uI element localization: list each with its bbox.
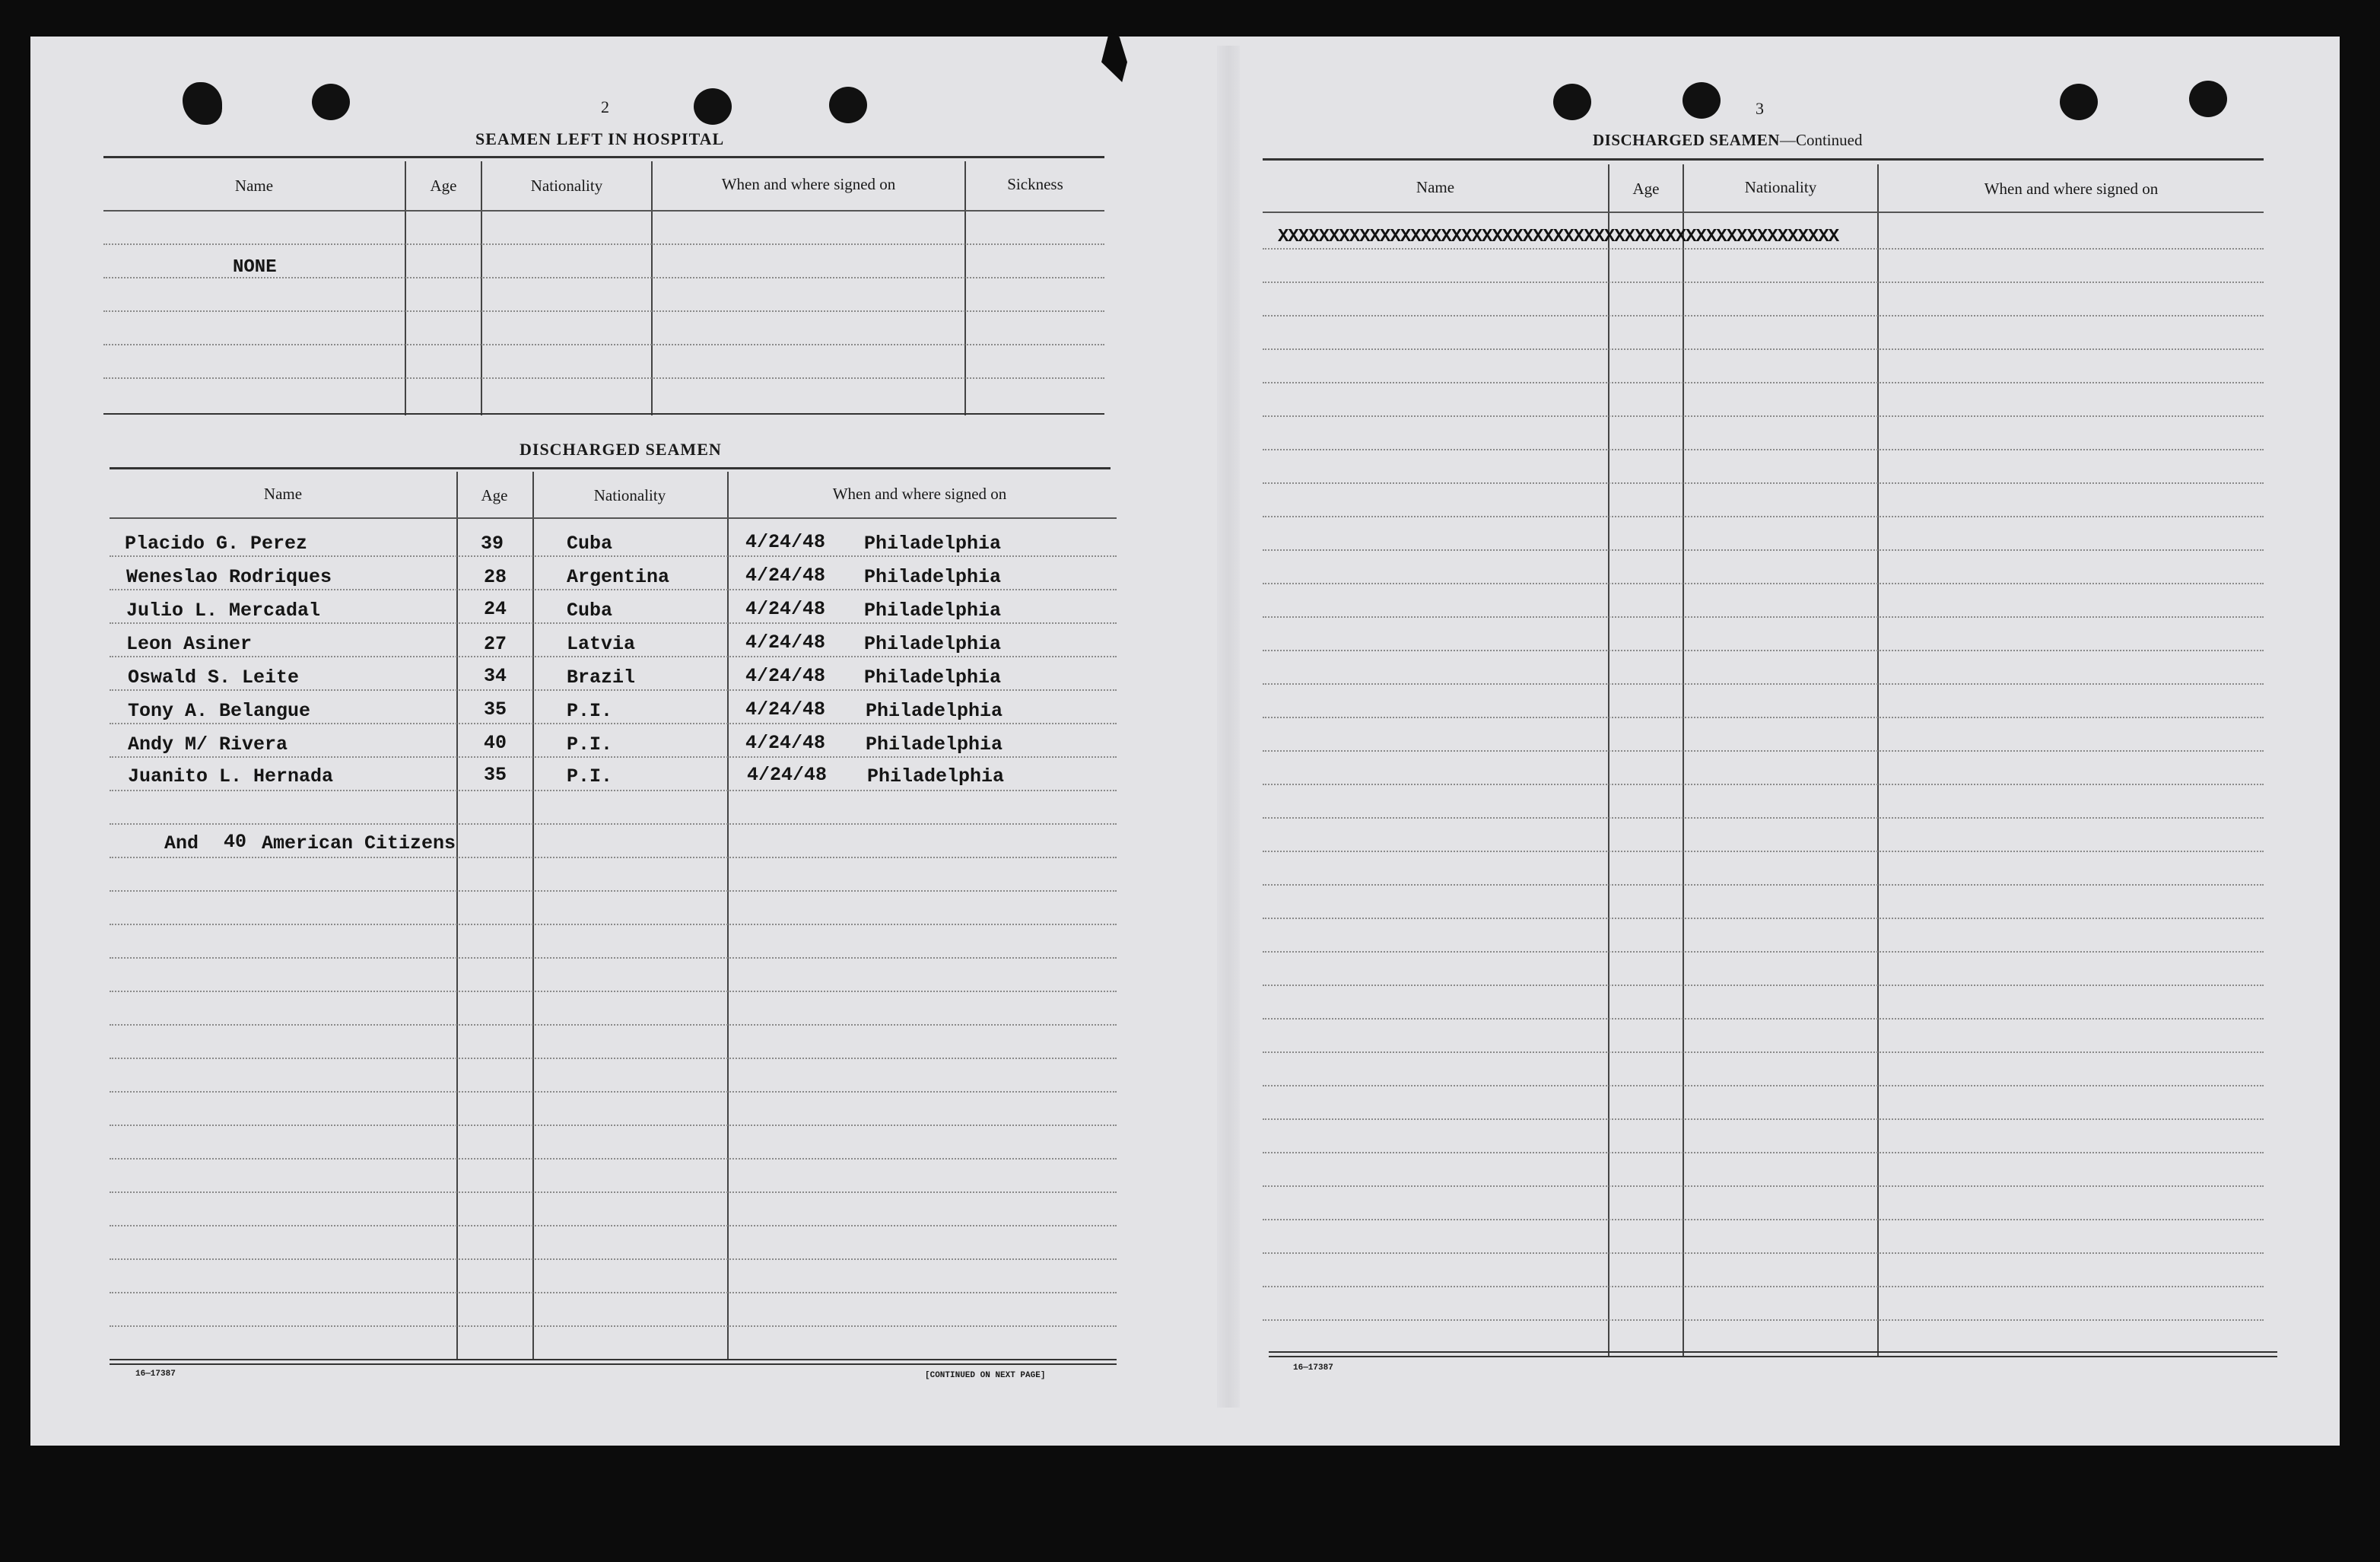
punch-hole bbox=[694, 88, 732, 125]
seaman-signed-date: 4/24/48 bbox=[747, 764, 828, 786]
ruled-line bbox=[110, 1325, 1117, 1327]
ruled-line bbox=[110, 622, 1117, 624]
seaman-name: Oswald S. Leite bbox=[128, 666, 300, 689]
page-fold bbox=[1217, 46, 1240, 1408]
citizens-note-prefix: And bbox=[164, 832, 199, 854]
hospital-section-title: SEAMEN LEFT IN HOSPITAL bbox=[475, 129, 725, 148]
seaman-age: 35 bbox=[484, 764, 507, 786]
ruled-line bbox=[110, 589, 1117, 590]
ruled-line bbox=[1263, 750, 2264, 752]
ruled-line bbox=[1263, 516, 2264, 517]
seaman-signed-date: 4/24/48 bbox=[745, 598, 826, 620]
punch-hole bbox=[829, 87, 867, 123]
ruled-line bbox=[1263, 1219, 2264, 1220]
seaman-nationality: Cuba bbox=[567, 600, 613, 622]
ruled-line bbox=[1263, 1185, 2264, 1187]
seaman-age: 24 bbox=[484, 598, 507, 620]
citizens-note-suffix: American Citizens bbox=[262, 832, 456, 854]
seaman-name: Weneslao Rodriques bbox=[126, 566, 332, 588]
ruled-line bbox=[1263, 985, 2264, 986]
citizens-note-count: 40 bbox=[224, 831, 247, 853]
seaman-signed-date: 4/24/48 bbox=[745, 531, 826, 553]
ruled-line bbox=[1263, 951, 2264, 953]
hospital-row-line bbox=[103, 377, 1104, 379]
seaman-age: 40 bbox=[484, 732, 507, 754]
ruled-line bbox=[110, 1191, 1117, 1193]
seaman-age: 35 bbox=[484, 698, 507, 721]
page-number: 2 bbox=[601, 97, 609, 116]
seaman-name: Julio L. Mercadal bbox=[126, 600, 321, 622]
punch-hole bbox=[1553, 84, 1591, 120]
right-top-rule bbox=[1263, 158, 2264, 161]
ruled-line bbox=[110, 1225, 1117, 1226]
hospital-bottom-rule bbox=[103, 413, 1104, 415]
ruled-line bbox=[110, 790, 1117, 791]
seaman-signed-place: Philadelphia bbox=[864, 566, 1002, 588]
ruled-line bbox=[110, 1158, 1117, 1160]
discharged-col-signed-on: When and where signed on bbox=[832, 485, 1007, 503]
ruled-line bbox=[1263, 1051, 2264, 1053]
punch-hole bbox=[2060, 84, 2098, 120]
ruled-line bbox=[110, 1125, 1117, 1126]
hospital-row-line bbox=[103, 310, 1104, 312]
ruled-line bbox=[1263, 784, 2264, 785]
ruled-line bbox=[110, 857, 1117, 858]
ruled-line bbox=[1263, 1085, 2264, 1086]
seaman-age: 27 bbox=[484, 633, 507, 655]
seaman-name: Juanito L. Hernada bbox=[128, 765, 334, 787]
seaman-age: 39 bbox=[481, 533, 504, 555]
discharged-top-rule bbox=[110, 467, 1111, 469]
ruled-line bbox=[1263, 1152, 2264, 1153]
ruled-line bbox=[1263, 717, 2264, 718]
ruled-line bbox=[1263, 1252, 2264, 1254]
discharged-continued-title bbox=[1593, 131, 1862, 150]
seaman-signed-date: 4/24/48 bbox=[745, 665, 826, 687]
hospital-row-line bbox=[103, 243, 1104, 245]
ruled-line bbox=[1263, 415, 2264, 417]
ruled-line bbox=[1263, 449, 2264, 450]
right-col-signed-on: When and where signed on bbox=[1984, 180, 2159, 198]
seaman-signed-place: Philadelphia bbox=[864, 533, 1002, 555]
ruled-line bbox=[110, 1292, 1117, 1293]
ruled-line bbox=[1263, 482, 2264, 484]
seaman-nationality: Argentina bbox=[567, 566, 670, 588]
struck-out-entry: XXXXXXXXXXXXXXXXXXXXXXXXXXXXXXXXXXXXXXXXXXXXXXXXXXXXXXX bbox=[1278, 227, 1839, 247]
ruled-line bbox=[110, 555, 1117, 557]
seaman-name: Tony A. Belangue bbox=[128, 700, 311, 722]
discharged-col-name: Name bbox=[263, 485, 303, 503]
ruled-line bbox=[110, 924, 1117, 925]
ruled-line bbox=[1263, 650, 2264, 651]
ruled-line bbox=[1263, 884, 2264, 886]
form-number: 16—17387 bbox=[135, 1370, 176, 1379]
hospital-col-nationality: Nationality bbox=[530, 177, 603, 195]
seaman-signed-date: 4/24/48 bbox=[745, 565, 826, 587]
discharged-section-title: DISCHARGED SEAMEN bbox=[520, 440, 722, 459]
ruled-line bbox=[110, 1058, 1117, 1059]
punch-hole bbox=[1683, 82, 1721, 119]
ruled-line bbox=[110, 890, 1117, 892]
ruled-line bbox=[110, 656, 1117, 657]
ruled-line bbox=[110, 723, 1117, 724]
right-divider bbox=[1683, 164, 1684, 1356]
discharged-bottom-rule-2 bbox=[110, 1363, 1117, 1365]
title-continued: —Continued bbox=[1779, 131, 1863, 149]
right-bottom-rule-2 bbox=[1269, 1356, 2277, 1357]
form-number: 16—17387 bbox=[1293, 1363, 1333, 1373]
continued-note: [CONTINUED ON NEXT PAGE] bbox=[925, 1371, 1046, 1380]
right-col-nationality: Nationality bbox=[1744, 178, 1817, 196]
ruled-line bbox=[110, 957, 1117, 959]
hospital-entry-none: NONE bbox=[233, 257, 277, 278]
right-bottom-rule bbox=[1269, 1351, 2277, 1353]
discharged-bottom-rule bbox=[110, 1359, 1117, 1360]
ruled-line bbox=[1263, 315, 2264, 317]
page-number: 3 bbox=[1756, 99, 1764, 118]
ruled-line bbox=[1263, 583, 2264, 584]
ruled-line bbox=[1263, 382, 2264, 383]
discharged-divider bbox=[456, 472, 458, 1360]
ruled-line bbox=[1263, 683, 2264, 685]
discharged-col-nationality: Nationality bbox=[593, 486, 666, 504]
seaman-signed-date: 4/24/48 bbox=[745, 631, 826, 654]
ruled-line bbox=[1263, 918, 2264, 919]
ruled-line bbox=[1263, 616, 2264, 618]
ruled-line bbox=[1263, 282, 2264, 283]
seaman-nationality: Cuba bbox=[567, 533, 613, 555]
hospital-row-line bbox=[103, 344, 1104, 345]
right-col-age: Age bbox=[1632, 180, 1660, 198]
ruled-line bbox=[1263, 549, 2264, 551]
seaman-age: 28 bbox=[484, 566, 507, 588]
seaman-nationality: P.I. bbox=[567, 733, 613, 756]
ruled-line bbox=[110, 1258, 1117, 1260]
ruled-line bbox=[1263, 851, 2264, 852]
punch-hole bbox=[2189, 81, 2227, 117]
hospital-col-signed-on: When and where signed on bbox=[721, 175, 896, 193]
hospital-header-rule bbox=[103, 210, 1104, 212]
seaman-signed-place: Philadelphia bbox=[867, 765, 1005, 787]
ruled-line bbox=[1263, 1018, 2264, 1020]
hospital-top-rule bbox=[103, 156, 1104, 158]
ruled-line bbox=[1263, 817, 2264, 819]
discharged-header-rule bbox=[110, 517, 1117, 519]
ruled-line bbox=[1263, 1286, 2264, 1287]
ruled-line bbox=[1263, 348, 2264, 350]
ruled-line bbox=[1263, 1319, 2264, 1321]
discharged-divider bbox=[532, 472, 534, 1360]
seaman-nationality: Latvia bbox=[567, 633, 636, 655]
seaman-signed-date: 4/24/48 bbox=[745, 732, 826, 754]
ruled-line bbox=[110, 756, 1117, 758]
right-col-name: Name bbox=[1416, 178, 1455, 196]
seaman-age: 34 bbox=[484, 665, 507, 687]
hospital-col-name: Name bbox=[234, 177, 274, 195]
punch-hole bbox=[312, 84, 350, 120]
seaman-name: Leon Asiner bbox=[126, 633, 253, 655]
discharged-col-age: Age bbox=[481, 486, 508, 504]
ruled-line bbox=[110, 1024, 1117, 1026]
seaman-nationality: Brazil bbox=[567, 666, 636, 689]
seaman-signed-place: Philadelphia bbox=[864, 633, 1002, 655]
seaman-signed-place: Philadelphia bbox=[864, 666, 1002, 689]
hospital-col-age: Age bbox=[430, 177, 457, 195]
seaman-name: Placido G. Perez bbox=[125, 533, 308, 555]
seaman-signed-place: Philadelphia bbox=[866, 733, 1003, 756]
seaman-signed-place: Philadelphia bbox=[864, 600, 1002, 622]
hospital-col-sickness: Sickness bbox=[1007, 175, 1063, 193]
seaman-name: Andy M/ Rivera bbox=[128, 733, 288, 756]
seaman-signed-place: Philadelphia bbox=[866, 700, 1003, 722]
ruled-line bbox=[110, 689, 1117, 691]
discharged-divider bbox=[727, 472, 729, 1360]
seaman-signed-date: 4/24/48 bbox=[745, 698, 826, 721]
ruled-line bbox=[1263, 1118, 2264, 1120]
right-divider bbox=[1608, 164, 1609, 1356]
seaman-nationality: P.I. bbox=[567, 700, 613, 722]
seaman-nationality: P.I. bbox=[567, 765, 613, 787]
right-header-rule bbox=[1263, 212, 2264, 213]
ruled-line bbox=[110, 1091, 1117, 1093]
ruled-line bbox=[1263, 248, 2264, 250]
right-divider bbox=[1877, 164, 1879, 1356]
ruled-line bbox=[110, 991, 1117, 992]
ruled-line bbox=[110, 823, 1117, 825]
title-bold: DISCHARGED SEAMEN bbox=[1593, 131, 1780, 149]
